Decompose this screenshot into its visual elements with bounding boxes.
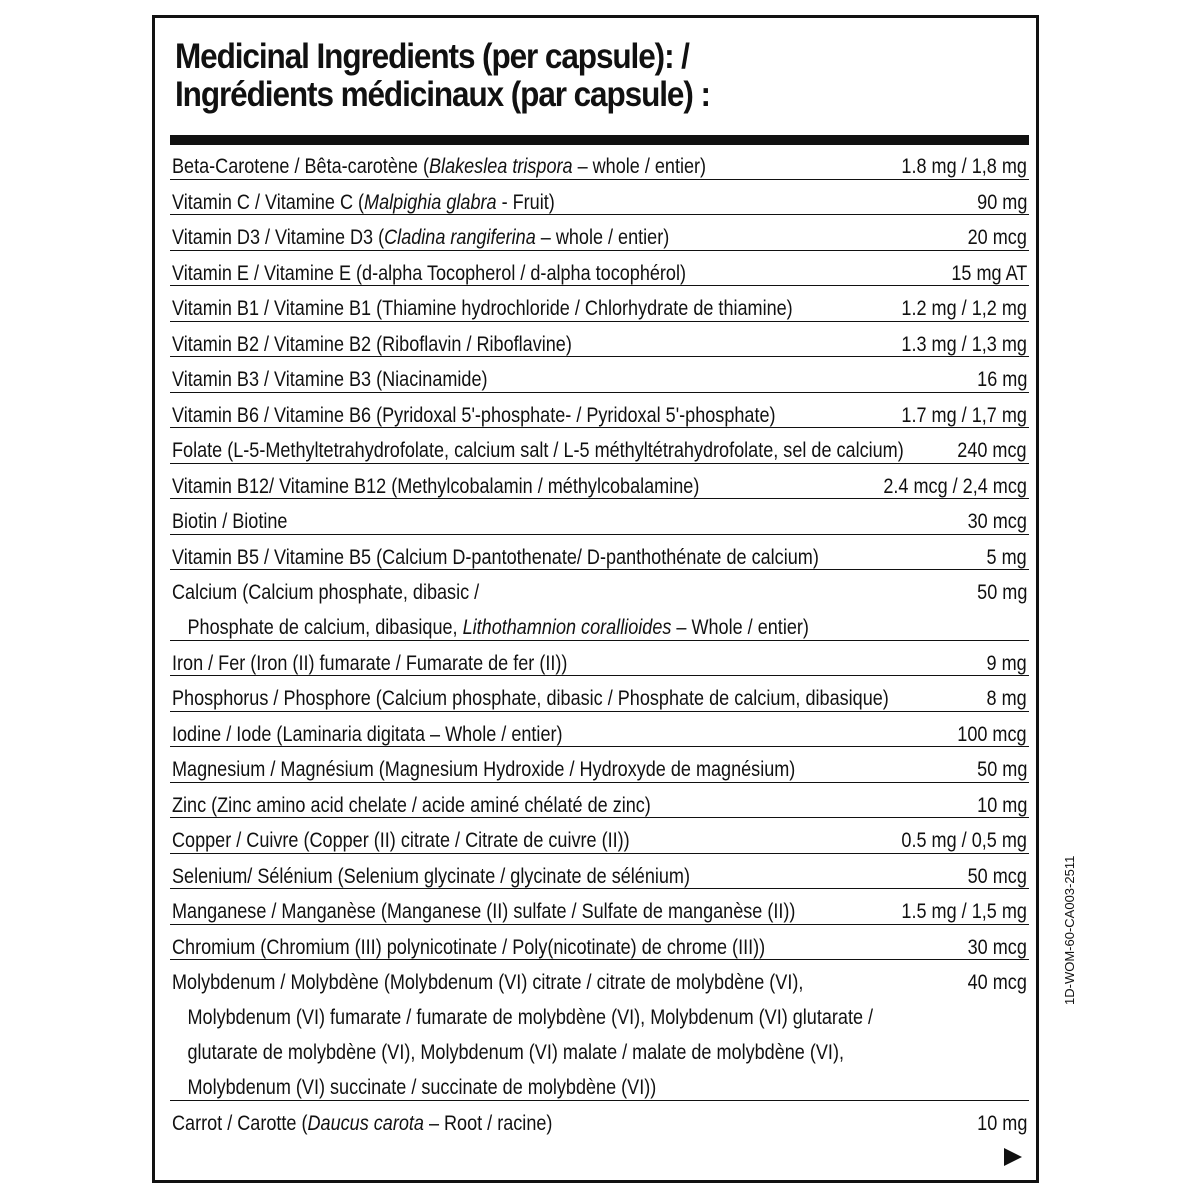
ingredient-amount: 16 mg xyxy=(976,368,1027,391)
table-row xyxy=(170,428,1029,464)
table-row xyxy=(170,322,1029,358)
ingredient-amount: 10 mg xyxy=(976,793,1027,817)
table-row xyxy=(170,499,1029,535)
table-row xyxy=(170,215,1029,251)
table-row xyxy=(170,712,1029,748)
ingredient-name-line: Vitamin C / Vitamine C (Malpighia glabra - Fruit) xyxy=(172,190,555,214)
ingredient-name-line: Biotin / Biotine xyxy=(172,510,288,533)
ingredient-name-line: Vitamin B3 / Vitamine B3 (Niacinamide) xyxy=(172,368,488,391)
ingredient-name-line: Phosphate de calcium, dibasique, Lithothamnion corallioides – Whole / entier) xyxy=(187,616,809,639)
ingredient-name-line: Vitamin B6 / Vitamine B6 (Pyridoxal 5'-phosphate- / Pyridoxal 5'-phosphate) xyxy=(172,403,776,427)
table-row xyxy=(170,747,1029,783)
ingredient-name-line: Folate (L-5-Methyltetrahydrofolate, calcium salt / L-5 méthyltétrahydrofolate, sel de calcium) xyxy=(172,439,904,462)
ingredient-amount: 240 mcg xyxy=(957,439,1027,462)
ingredient-name-line: Vitamin B12/ Vitamine B12 (Methylcobalamin / méthylcobalamine) xyxy=(172,474,700,498)
title-french: Ingrédients médicinaux (par capsule) : xyxy=(175,75,710,114)
ingredient-amount: 20 mcg xyxy=(967,226,1027,249)
ingredient-amount: 50 mg xyxy=(976,581,1027,604)
ingredient-name-line: Vitamin B2 / Vitamine B2 (Riboflavin / Riboflavine) xyxy=(172,332,572,356)
ingredient-name-line: Zinc (Zinc amino acid chelate / acide aminé chélaté de zinc) xyxy=(172,793,651,817)
ingredient-amount: 1.2 mg / 1,2 mg xyxy=(901,297,1027,320)
ingredient-amount: 90 mg xyxy=(976,190,1027,214)
ingredient-name-line: Vitamin B1 / Vitamine B1 (Thiamine hydrochloride / Chlorhydrate de thiamine) xyxy=(172,297,793,320)
ingredient-amount: 40 mcg xyxy=(967,971,1027,994)
title-english: Medicinal Ingredients (per capsule): / xyxy=(175,37,689,76)
ingredient-amount: 2.4 mcg / 2,4 mcg xyxy=(883,474,1027,498)
ingredient-amount: 1.7 mg / 1,7 mg xyxy=(901,403,1027,427)
ingredient-amount: 50 mg xyxy=(976,758,1027,781)
ingredient-name-line: Molybdenum / Molybdène (Molybdenum (VI) citrate / citrate de molybdène (VI), xyxy=(172,971,804,994)
table-row xyxy=(170,251,1029,287)
ingredient-name-line: Manganese / Manganèse (Manganese (II) sulfate / Sulfate de manganèse (II)) xyxy=(172,900,796,923)
ingredient-amount: 15 mg AT xyxy=(951,261,1027,285)
ingredient-name-line: Calcium (Calcium phosphate, dibasic / xyxy=(172,581,480,604)
ingredient-amount: 100 mcg xyxy=(957,722,1027,746)
table-row xyxy=(170,535,1029,571)
ingredient-amount: 9 mg xyxy=(986,651,1027,675)
ingredient-name-line: Vitamin B5 / Vitamine B5 (Calcium D-pantothenate/ D-panthothénate de calcium) xyxy=(172,545,819,569)
table-row xyxy=(170,1101,1029,1137)
ingredient-name-line: Magnesium / Magnésium (Magnesium Hydroxide / Hydroxyde de magnésium) xyxy=(172,758,796,781)
ingredient-name-line: glutarate de molybdène (VI), Molybdenum (VI) malate / malate de molybdène (VI), xyxy=(187,1041,844,1064)
table-row xyxy=(170,960,1029,1101)
ingredient-amount: 30 mcg xyxy=(967,935,1027,959)
table-row xyxy=(170,393,1029,429)
ingredient-amount: 50 mcg xyxy=(967,864,1027,888)
ingredient-amount: 1.5 mg / 1,5 mg xyxy=(901,900,1027,923)
ingredient-name-line: Carrot / Carotte (Daucus carota – Root / racine) xyxy=(172,1111,553,1135)
ingredients-panel xyxy=(152,15,1039,1183)
ingredient-amount: 10 mg xyxy=(976,1111,1027,1135)
table-row xyxy=(170,464,1029,500)
ingredient-name-line: Molybdenum (VI) succinate / succinate de molybdène (VI)) xyxy=(187,1076,657,1099)
side-code: 1D-WOM-60-CA003-2511 xyxy=(1062,855,1077,1005)
ingredient-table xyxy=(170,144,1029,1136)
ingredient-name-line: Vitamin E / Vitamine E (d-alpha Tocopherol / d-alpha tocophérol) xyxy=(172,261,687,285)
ingredient-name xyxy=(172,965,873,1105)
ingredient-name-line: Beta-Carotene / Bêta-carotène (Blakeslea trispora – whole / entier) xyxy=(172,155,707,178)
panel-title xyxy=(175,38,931,114)
table-row xyxy=(170,925,1029,961)
ingredient-name-line: Vitamin D3 / Vitamine D3 (Cladina rangiferina – whole / entier) xyxy=(172,226,670,249)
table-row xyxy=(170,641,1029,677)
table-row xyxy=(170,357,1029,393)
ingredient-name-line: Copper / Cuivre (Copper (II) citrate / Citrate de cuivre (II)) xyxy=(172,829,630,852)
ingredient-name-line: Chromium (Chromium (III) polynicotinate / Poly(nicotinate) de chrome (III)) xyxy=(172,935,766,959)
table-row xyxy=(170,783,1029,819)
ingredient-name-line: Selenium/ Sélénium (Selenium glycinate / glycinate de sélénium) xyxy=(172,864,690,888)
ingredient-amount: 1.3 mg / 1,3 mg xyxy=(901,332,1027,356)
triangle-right-icon xyxy=(1004,1148,1022,1166)
ingredient-name-line: Iodine / Iode (Laminaria digitata – Whole / entier) xyxy=(172,722,563,746)
table-row xyxy=(170,889,1029,925)
ingredient-name-line: Phosphorus / Phosphore (Calcium phosphate, dibasic / Phosphate de calcium, dibasique) xyxy=(172,687,889,710)
ingredient-amount: 5 mg xyxy=(986,545,1027,569)
ingredient-name-line: Molybdenum (VI) fumarate / fumarate de molybdène (VI), Molybdenum (VI) glutarate / xyxy=(187,1006,874,1029)
ingredient-amount: 30 mcg xyxy=(967,510,1027,533)
ingredient-name xyxy=(172,575,809,645)
table-row xyxy=(170,818,1029,854)
table-row xyxy=(170,854,1029,890)
ingredient-amount: 1.8 mg / 1,8 mg xyxy=(901,155,1027,178)
ingredient-amount: 0.5 mg / 0,5 mg xyxy=(901,829,1027,852)
ingredient-name-line: Iron / Fer (Iron (II) fumarate / Fumarate de fer (II)) xyxy=(172,651,568,675)
ingredient-name xyxy=(172,1106,552,1141)
table-row xyxy=(170,286,1029,322)
ingredient-amount: 8 mg xyxy=(986,687,1027,710)
table-row xyxy=(170,144,1029,180)
table-row xyxy=(170,570,1029,641)
table-row xyxy=(170,676,1029,712)
table-row xyxy=(170,180,1029,216)
